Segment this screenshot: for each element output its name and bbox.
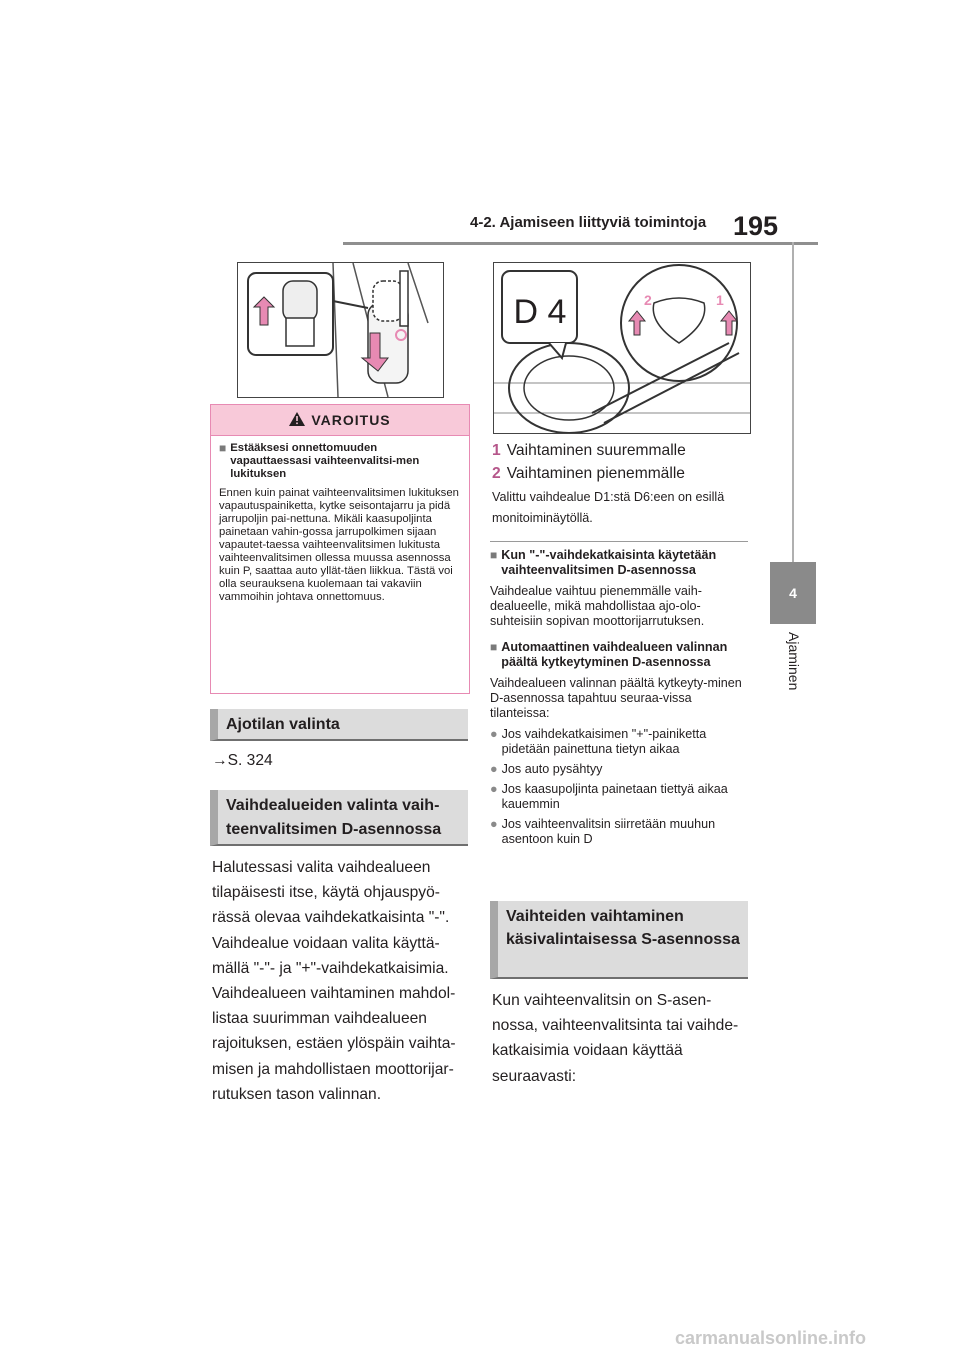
gear-display-text: D 4 [513,293,567,331]
watermark: carmanualsonline.info [675,1328,867,1348]
list-item [490,727,750,757]
round-bullet-icon: ● [490,727,498,741]
list-number-2: 2 [492,465,501,482]
list-item [490,817,750,847]
round-bullet-icon: ● [490,817,498,831]
heading-range-selection: Vaihdealueiden valinta vaih-teenvalitsimen D-asennossa [210,790,468,846]
section-title: 4-2. Ajamiseen liittyviä toimintoja [470,214,707,231]
bullet-text: Jos vaihdekatkaisimen "+"-painiketta pidetään painettuna tietyn aikaa [501,727,707,756]
info-block-1-text: Vaihdealue vaihtuu pienemmälle vaih-dealueelle, mikä mahdollistaa ajo-olo-suhteisiin sopivan moottorijarrutuksen. [490,584,705,628]
list-number-1: 1 [492,442,501,459]
info-block-1-title: Kun "-"-vaihdekatkaisinta käytetään vaihteenvalitsimen D-asennossa [501,548,717,577]
round-bullet-icon: ● [490,782,498,796]
display-note: Valittu vaihdealue D1:stä D6:een on esillä monitoiminäytöllä. [492,490,725,525]
page-number: 195 [733,211,779,241]
warning-icon [289,412,305,429]
list-item [490,782,750,812]
list-item-2 [492,461,685,486]
bullet-text: Jos auto pysähtyy [501,762,603,776]
info-block-2-title: Automaattinen vaihdealueen valinnan päältä kytkeytyminen D-asennossa [501,640,728,669]
info-block-2 [490,640,750,847]
info-block-1 [490,548,750,629]
warning-subtitle-text: Estääksesi onnettomuuden vapauttaessasi vaihteenvalitsi-men lukituksen [230,442,420,480]
paddle-label-2: 2 [644,292,652,308]
warning-header [211,405,469,436]
paddle-shifter-illustration [493,262,751,434]
list-text-2: Vaihtaminen pienemmälle [506,465,685,482]
warning-body: Ennen kuin painat vaihteenvalitsimen lukituksen vapautuspainiketta, kytke seisontajarru ja pidä jarrupoljin pai-nettuna. Mikäli kaasupoljinta painetaan vahin-gossa jarrupolkimen sijaan vapautet-taessa vaihteenvalitsimen lukitusta vaihteenvalitsimen ollessa muussa asennossa kuin P, saattaa auto yllät-täen liikkua. Tästä voi olla seurauksena kuolemaan tai vakaviin vammoihin johtava onnettomuus. [219,487,459,603]
bullet-text: Jos kaasupoljinta painetaan tiettyä aikaa kauemmin [501,782,728,811]
square-bullet-icon: ■ [219,441,227,455]
heading-manual-shifting: Vaihteiden vaihtaminen käsivalintaisessa S-asennossa [490,901,748,979]
chapter-tab[interactable]: 4 [770,562,816,624]
shift-lever-illustration [237,262,444,398]
page-reference-link[interactable]: →S. 324 [212,752,273,769]
bullet-text: Jos vaihteenvalitsin siirretään muuhun asentoon kuin D [501,817,716,846]
warning-title: VAROITUS [311,412,391,428]
paddle-label-1: 1 [716,292,724,308]
list-item-1 [492,438,686,463]
round-bullet-icon: ● [490,762,498,776]
header-rule [343,242,818,245]
heading-drive-mode: Ajotilan valinta [210,709,468,741]
manual-shifting-paragraph: Kun vaihteenvalitsin on S-asen-nossa, vaihteenvalitsinta tai vaihde-katkaisimia voidaan käyttää seuraavasti: [492,992,739,1085]
warning-subtitle [219,442,461,481]
side-rule [792,242,794,562]
square-bullet-icon: ■ [490,548,498,562]
list-text-1: Vaihtaminen suuremmalle [506,442,686,459]
warning-box [210,404,470,694]
bullet-list [490,727,750,847]
range-selection-paragraph: Halutessasi valita vaihdealueen tilapäisesti itse, käytä ohjauspyö-rässä olevaa vaihdekatkaisinta "-". Vaihdealue voidaan valita käyttä-mällä "-"- ja "+"-vaihdekatkaisimia. Vaihdealueen vaihtaminen mahdol-listaa suurimman vaihdealueen rajoituksen, estäen ylöspäin vaihta-misen ja mahdollistaen moottorijar-rutuksen tason valinnan. [212,859,456,1103]
chapter-label: Ajaminen [786,632,802,691]
square-bullet-icon: ■ [490,640,498,654]
list-item [490,762,750,777]
divider [490,541,748,542]
info-block-2-text: Vaihdealueen valinnan päältä kytkeyty-minen D-asennossa tapahtuu seuraa-vissa tilanteissa: [490,676,742,720]
